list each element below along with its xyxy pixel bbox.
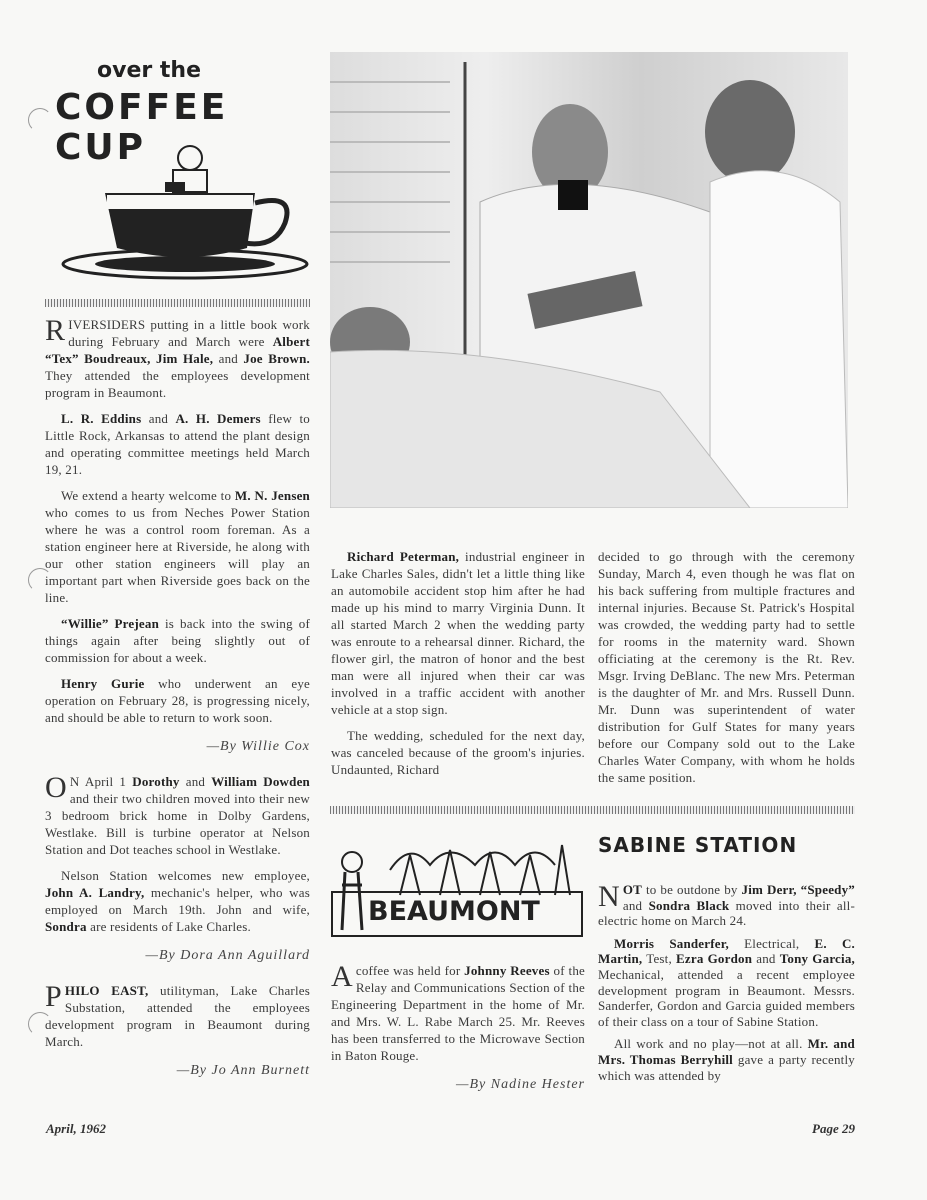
drop-cap: O <box>45 771 67 804</box>
name-bold: Jim Derr, “Speedy” <box>741 882 855 897</box>
text-run: mechanic's helper, who was employed on March 19th. John and wife, <box>45 885 310 917</box>
name-bold: Joe Brown. <box>243 351 310 366</box>
text-run: and <box>179 774 212 789</box>
text-run: coffee was held for <box>355 963 465 978</box>
footer-page-number: Page 29 <box>812 1121 855 1136</box>
sabine-section <box>598 882 855 1090</box>
text-run: Electrical, <box>728 935 815 951</box>
text-run: utilityman, Lake Charles Substation, attended the employees development program in Beaumont during March. <box>45 983 310 1049</box>
byline: —By Jo Ann Burnett <box>176 1063 310 1078</box>
text-run: decided to go through with the ceremony Sunday, March 4, even though he was flat on his back suffering from multiple fractures and internal injuries. Because St. Patrick's Hospital was crowded, the wedding party had to settle for rooms in the maternity ward. Shown officiating at the ceremony is the Rt. Rev. Msgr. Irving DeBlanc. The new Mrs. Peterman is the daughter of Mr. and Mrs. Russell Dunn. Mr. Dunn was superintendent of water distribution for Gulf States for many years before our Company sold out to the Lake Charles Water Company, with whom he holds the same position. <box>598 549 855 785</box>
text-run: and their two children moved into their new 3 bedroom brick home in Dolby Gardens, Westlake. Bill is turbine operator at Nelson Station and Dot teaches school in Westlake. <box>45 791 310 857</box>
name-bold: Morris Sanderfer, <box>614 935 729 951</box>
text-run: is back into the swing of things again after being slightly out of commission for about a week. <box>45 616 311 665</box>
beaumont-section <box>331 962 585 1111</box>
article-paragraph <box>598 882 855 929</box>
name-bold: Richard Peterman, <box>347 549 460 564</box>
article-paragraph <box>331 962 585 1064</box>
article-paragraph <box>45 316 310 401</box>
text-run: and <box>752 951 780 967</box>
sabine-station-heading: SABINE STATION <box>598 833 798 857</box>
name-bold: Mr. and Mrs. Thomas Berryhill <box>598 1036 855 1067</box>
footer-date: April, 1962 <box>46 1121 106 1136</box>
name-bold: L. R. Eddins <box>61 411 142 426</box>
name-bold: Ezra Gordon <box>676 951 753 967</box>
name-bold: Tony Garcia, <box>779 951 855 967</box>
drop-cap: N <box>598 880 620 913</box>
coffee-cup-illustration <box>55 58 315 293</box>
wedding-photo <box>330 52 848 508</box>
text-run: are residents of Lake Charles. <box>86 919 251 934</box>
text-run: of the Relay and Communications Section of the Engineering Department in the home of Mr. and Mrs. W. L. Rabe March 25. Mr. Reeves has been transferred to the Microwave Section in Baton Rouge. <box>331 963 585 1063</box>
byline: —By Willie Cox <box>206 739 310 754</box>
column-right <box>598 548 855 795</box>
article-paragraph <box>331 548 585 718</box>
text-run: Mechanical, attended a recent employee development program in Beaumont. Messrs. Sanderfer, Gordon and Garcia guided members of their class on a tour of Sabine Station. <box>598 966 855 1029</box>
name-bold: Dorothy <box>132 774 180 789</box>
column-middle <box>331 548 585 787</box>
drop-cap: R <box>45 314 66 347</box>
beaumont-title: BEAUMONT <box>368 896 540 927</box>
name-bold: Henry Gurie <box>61 676 145 691</box>
article-paragraph <box>45 982 310 1050</box>
text-run: and <box>622 897 649 913</box>
drop-cap: P <box>45 980 62 1013</box>
coffee-cup-logo <box>55 58 315 293</box>
text-run: IVERSIDERS putting in a little book work during February and March were <box>68 317 310 349</box>
logo-cup: CUP <box>55 127 147 168</box>
name-bold: A. H. Demers <box>175 411 261 426</box>
divider-strip <box>330 806 855 814</box>
name-bold: Sondra <box>45 919 87 934</box>
name-bold: M. N. Jensen <box>234 488 310 503</box>
article-paragraph <box>598 936 855 1030</box>
article-paragraph <box>45 487 310 606</box>
name-bold: “Willie” Prejean <box>61 616 160 631</box>
article-paragraph <box>598 548 855 786</box>
punch-hole <box>28 108 52 132</box>
byline: —By Dora Ann Aguillard <box>145 948 310 963</box>
text-run: All work and no play—not at all. <box>614 1036 808 1052</box>
article-paragraph <box>45 615 310 666</box>
text-run: They attended the employees development program in Beaumont. <box>45 368 310 400</box>
text-run: who comes to us from Neches Power Station where he was a control room foreman. As a station engineer here at Riverside, he along with our other station engineers will play an important part when Riverside goes back on the line. <box>45 505 310 605</box>
text-run: and <box>141 411 176 426</box>
byline: —By Nadine Hester <box>456 1077 585 1092</box>
article-paragraph <box>45 867 310 935</box>
beaumont-logo <box>330 840 585 938</box>
logo-coffee: COFFEE <box>55 87 229 128</box>
text-run: N April 1 <box>69 774 133 789</box>
article-paragraph <box>45 773 310 858</box>
column-left <box>45 316 310 1097</box>
divider-strip <box>45 299 310 307</box>
logo-over-the: over the <box>97 58 201 83</box>
text-run: industrial engineer in Lake Charles Sales, didn't let a little thing like an automobile accident stop him after he had made up his mind to marry Virginia Dunn. It all started March 2 when the wedding party was enroute to a rehearsal dinner. Richard, the flower girl, the matron of honor and the best man were all injured when their car was involved in a traffic accident with another vehicle at a stop sign. <box>331 549 585 717</box>
text-run: who underwent an eye operation on February 28, is progressing nicely, and should be able to return to work soon. <box>45 676 310 725</box>
name-bold: E. C. Martin, <box>598 935 855 967</box>
name-bold: Albert “Tex” Boudreaux, Jim Hale, <box>45 334 310 366</box>
article-paragraph <box>45 675 310 726</box>
name-bold: Johnny Reeves <box>464 963 550 978</box>
name-bold: HILO EAST, <box>64 983 149 998</box>
text-run: moved into their all-electric home on March 24. <box>598 897 855 929</box>
text-run: Test, <box>642 951 677 967</box>
name-bold: Sondra Black <box>648 897 730 913</box>
name-bold: William Dowden <box>211 774 310 789</box>
hospital-wedding-illustration <box>330 52 848 508</box>
name-bold: OT <box>622 882 643 897</box>
text-run: Nelson Station welcomes new employee, <box>61 868 310 883</box>
drop-cap: A <box>331 960 353 993</box>
text-run: The wedding, scheduled for the next day, was canceled because of the groom's injuries. Undaunted, Richard <box>331 728 585 777</box>
name-bold: John A. Landry, <box>45 885 145 900</box>
article-paragraph <box>45 410 310 478</box>
text-run: and <box>213 351 244 366</box>
article-paragraph <box>331 727 585 778</box>
text-run: We extend a hearty welcome to <box>61 488 235 503</box>
text-run: gave a party recently which was attended by <box>598 1051 855 1083</box>
text-run: to be outdone by <box>642 882 742 897</box>
article-paragraph <box>598 1036 855 1083</box>
text-run: flew to Little Rock, Arkansas to attend the plant design and operating committee meetings held March 19, 21. <box>45 411 310 477</box>
